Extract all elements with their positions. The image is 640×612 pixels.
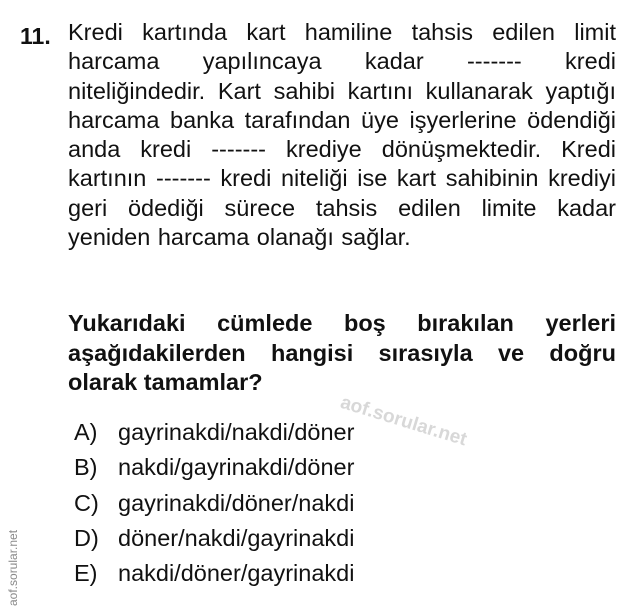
option-a[interactable] <box>74 418 354 453</box>
question-number: 11. <box>20 23 51 49</box>
option-b[interactable] <box>74 453 354 488</box>
option-letter: C) <box>74 489 99 516</box>
option-text: gayrinakdi/nakdi/döner <box>118 419 355 445</box>
option-c[interactable] <box>74 489 354 524</box>
option-text: nakdi/döner/gayrinakdi <box>118 560 355 587</box>
option-d[interactable] <box>74 524 354 559</box>
option-text: nakdi/gayrinakdi/döner <box>118 454 355 481</box>
question-stem: Kredi kartında kart hamiline tahsis edilen limit harcama yapılıncaya kadar ------- kredi niteliğindedir. Kart sahibi kartını kullanarak yaptığı harcama banka tarafından üye işyerlerine ödendiği anda kredi ------- krediye dönüşmektedir. Kredi kartının ------- kredi niteliği ise kart sahibinin krediyi geri ödediği sürece tahsis edilen limite kadar yeniden harcama olanağı sağlar. <box>68 19 616 251</box>
option-letter: D) <box>74 524 99 551</box>
option-letter: E) <box>74 560 98 587</box>
watermark-side: aof.sorular.net <box>6 529 20 606</box>
answer-options <box>74 418 354 594</box>
option-e[interactable] <box>74 559 354 594</box>
option-text: gayrinakdi/döner/nakdi <box>118 489 355 516</box>
option-text: döner/nakdi/gayrinakdi <box>118 524 355 551</box>
watermark-center: aof.sorular.net <box>337 392 470 451</box>
option-letter: A) <box>74 419 98 445</box>
question-prompt: Yukarıdaki cümlede boş bırakılan yerleri aşağıdakilerden hangisi sırasıyla ve doğru olarak tamamlar? <box>68 310 616 395</box>
option-letter: B) <box>74 454 98 481</box>
